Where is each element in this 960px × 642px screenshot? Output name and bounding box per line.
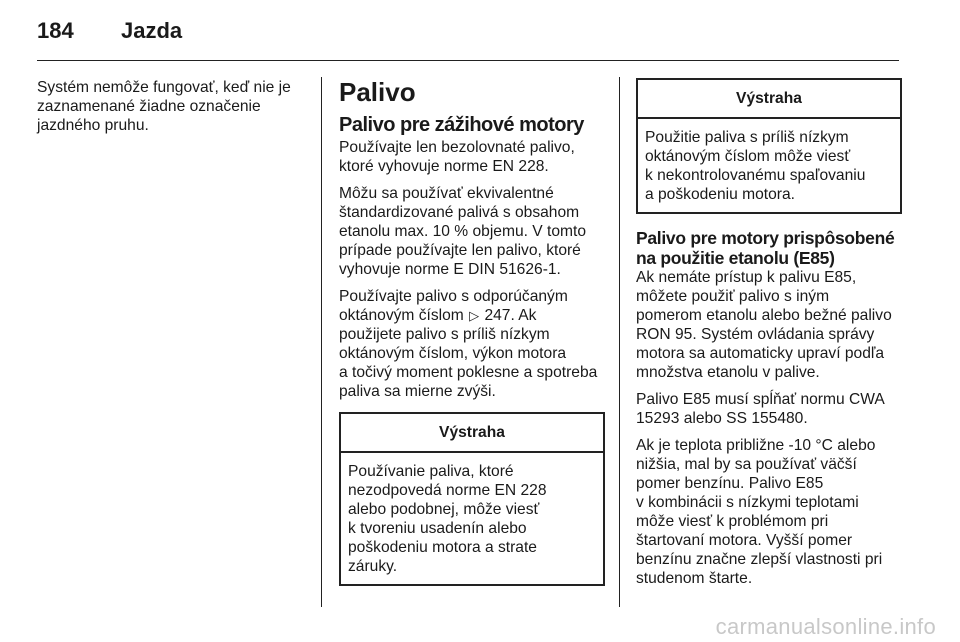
section-subtitle: Palivo pre zážihové motory xyxy=(339,114,584,136)
paragraph: Ak nemáte prístup k palivu E85, môžete použiť palivo s iným pomerom etanolu alebo bežné palivo RON 95. Systém ovládania správy motora sa automaticky upraví podľa množstva etanolu v palive. xyxy=(636,269,892,381)
paragraph xyxy=(339,287,605,401)
watermark: carmanualsonline.info xyxy=(715,614,936,639)
chapter-title: Jazda xyxy=(121,18,183,43)
column-middle xyxy=(339,78,605,586)
warning-text: Používanie paliva, ktoré nezodpovedá norme EN 228 alebo podobnej, môže viesť k tvoreniu usadenín alebo poškodeniu motora a strate záruky. xyxy=(348,463,547,575)
warning-title: Výstraha xyxy=(638,80,900,119)
header-rule xyxy=(37,60,899,61)
section-heading: Palivo pre motory prispôsobené na použitie etanolu (E85) xyxy=(636,228,895,268)
page-number: 184 xyxy=(37,18,74,43)
warning-box xyxy=(339,412,605,586)
column-divider xyxy=(619,77,620,607)
warning-box xyxy=(636,78,902,214)
column-divider xyxy=(321,77,322,607)
intro-paragraph: Systém nemôže fungovať, keď nie je zaznamenané žiadne označenie jazdného pruhu. xyxy=(37,79,291,134)
paragraph: Ak je teplota približne -10 °C alebo nižšia, mal by sa používať väčší pomer benzínu. Palivo E85 v kombinácii s nízkymi teplotami môže viesť k problémom pri štartovaní motora. Vyšší pomer benzínu značne zlepší vlastnosti pri studenom štarte. xyxy=(636,437,883,587)
column-right xyxy=(636,78,902,596)
warning-title: Výstraha xyxy=(341,414,603,453)
paragraph: Môžu sa používať ekvivalentné štandardizované palivá s obsahom etanolu max. 10 % objemu. V tomto prípade používajte len palivo, ktoré vyhovuje norme E DIN 51626-1. xyxy=(339,185,587,278)
column-left xyxy=(37,78,307,143)
paragraph: Palivo E85 musí spĺňať normu CWA 15293 alebo SS 155480. xyxy=(636,391,885,427)
paragraph: Používajte len bezolovnaté palivo, ktoré vyhovuje norme EN 228. xyxy=(339,139,575,175)
section-title: Palivo xyxy=(339,77,416,107)
paragraph-text: 247. Ak použijete palivo s príliš nízkym oktánovým číslom, výkon motora a točivý moment poklesne a spotreba paliva sa mierne zvýši. xyxy=(339,307,598,400)
xref-arrow-icon[interactable]: ▷ xyxy=(469,308,480,323)
paragraph-text: Používajte palivo s odporúčaným oktánovým číslom xyxy=(339,288,568,324)
warning-text: Použitie paliva s príliš nízkym oktánovým číslom môže viesť k nekontrolovanému spaľovaniu a poškodeniu motora. xyxy=(645,129,866,203)
